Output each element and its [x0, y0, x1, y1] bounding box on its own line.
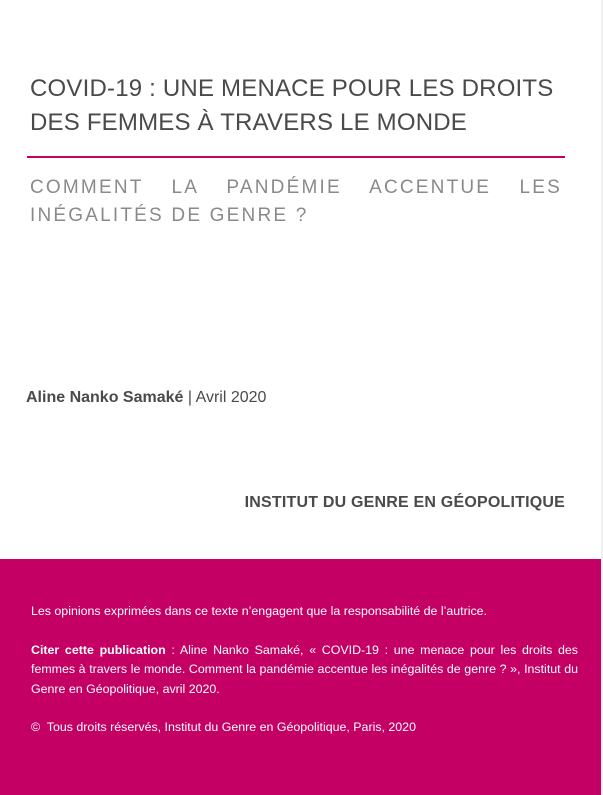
citation-label: Citer cette publication: [31, 642, 166, 657]
document-title: COVID-19 : UNE MENACE POUR LES DROITS DES FEMMES À TRAVERS LE MONDE: [30, 75, 554, 136]
publication-date: Avril 2020: [195, 389, 267, 406]
copyright-text: Tous droits réservés, Institut du Genre en Géopolitique, Paris, 2020: [40, 720, 416, 734]
byline-separator: |: [183, 389, 196, 406]
byline: [26, 387, 266, 409]
disclaimer-text: Les opinions exprimées dans ce texte n’engagent que la responsabilité de l’autrice.: [31, 604, 487, 618]
citation-text: : Aline Nanko Samaké, « COVID-19 : une menace pour les droits des femmes à travers le monde. Comment la pandémie accentue les inégalités de genre ? », Institut du Genre en Géopolitique, avril 2020.: [31, 642, 578, 696]
document-subtitle: COMMENT LA PANDÉMIE ACCENTUE LES INÉGALITÉS DE GENRE ?: [30, 177, 562, 226]
copyright-block: [31, 718, 578, 738]
title-divider: [27, 156, 565, 158]
author-name: Aline Nanko Samaké: [26, 389, 184, 406]
copyright-icon: ©: [31, 720, 41, 734]
footer-band: [0, 559, 601, 795]
citation-block: [31, 641, 578, 700]
institute-name: INSTITUT DU GENRE EN GÉOPOLITIQUE: [244, 494, 565, 511]
